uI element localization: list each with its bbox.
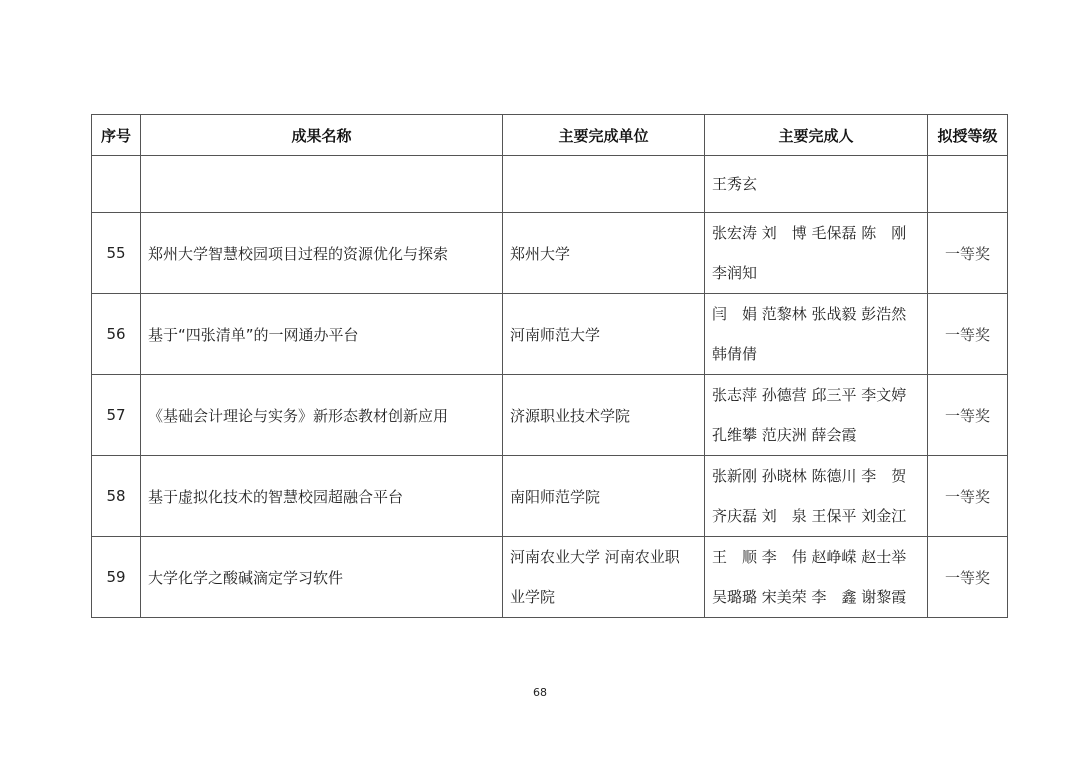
- people-line: 王秀玄: [712, 175, 758, 193]
- header-index: 序号: [92, 115, 141, 156]
- cell-unit: 济源职业技术学院: [503, 375, 705, 456]
- table-row-continuation: [92, 156, 1008, 213]
- cell-grade: 一等奖: [928, 294, 1008, 375]
- cell-unit: [503, 156, 705, 213]
- cell-unit: [503, 537, 705, 618]
- cell-name: [141, 156, 503, 213]
- cell-index: [92, 156, 141, 213]
- unit-line: 业学院: [510, 588, 556, 606]
- cell-grade: 一等奖: [928, 213, 1008, 294]
- header-people: 主要完成人: [705, 115, 928, 156]
- unit-line: 河南农业大学 河南农业职: [510, 548, 680, 566]
- people-line: 齐庆磊 刘 泉 王保平 刘金江: [712, 507, 907, 525]
- cell-index: 57: [92, 375, 141, 456]
- header-grade: 拟授等级: [928, 115, 1008, 156]
- cell-grade: 一等奖: [928, 456, 1008, 537]
- cell-unit: 南阳师范学院: [503, 456, 705, 537]
- cell-unit: 河南师范大学: [503, 294, 705, 375]
- people-line: 吴璐璐 宋美荣 李 鑫 谢黎霞: [712, 588, 907, 606]
- cell-people: [705, 213, 928, 294]
- cell-name: 基于虚拟化技术的智慧校园超融合平台: [141, 456, 503, 537]
- cell-grade: 一等奖: [928, 375, 1008, 456]
- cell-index: 55: [92, 213, 141, 294]
- table-row: [92, 537, 1008, 618]
- people-line: 孔维攀 范庆洲 薛会霞: [712, 426, 857, 444]
- people-line: 李润知: [712, 264, 758, 282]
- awards-table: [91, 114, 1008, 618]
- cell-people: [705, 156, 928, 213]
- table-row: [92, 456, 1008, 537]
- cell-grade: 一等奖: [928, 537, 1008, 618]
- people-line: 王 顺 李 伟 赵峥嵘 赵士举: [712, 548, 907, 566]
- cell-people: [705, 456, 928, 537]
- cell-index: 58: [92, 456, 141, 537]
- header-unit: 主要完成单位: [503, 115, 705, 156]
- cell-name: 郑州大学智慧校园项目过程的资源优化与探索: [141, 213, 503, 294]
- cell-index: 56: [92, 294, 141, 375]
- cell-index: 59: [92, 537, 141, 618]
- table-row: [92, 213, 1008, 294]
- cell-grade: [928, 156, 1008, 213]
- people-line: 闫 娟 范黎林 张战毅 彭浩然: [712, 305, 907, 323]
- cell-name: 基于“四张清单”的一网通办平台: [141, 294, 503, 375]
- people-line: 张志萍 孙德营 邱三平 李文婷: [712, 386, 907, 404]
- cell-name: 大学化学之酸碱滴定学习软件: [141, 537, 503, 618]
- cell-people: [705, 537, 928, 618]
- table-row: [92, 294, 1008, 375]
- table-header-row: [92, 115, 1008, 156]
- header-achievement-name: 成果名称: [141, 115, 503, 156]
- people-line: 张宏涛 刘 博 毛保磊 陈 刚: [712, 224, 907, 242]
- table-row: [92, 375, 1008, 456]
- people-line: 韩倩倩: [712, 345, 758, 363]
- cell-unit: 郑州大学: [503, 213, 705, 294]
- page-number: 68: [533, 686, 547, 699]
- cell-people: [705, 294, 928, 375]
- cell-name: 《基础会计理论与实务》新形态教材创新应用: [141, 375, 503, 456]
- people-line: 张新刚 孙晓林 陈德川 李 贺: [712, 467, 907, 485]
- cell-people: [705, 375, 928, 456]
